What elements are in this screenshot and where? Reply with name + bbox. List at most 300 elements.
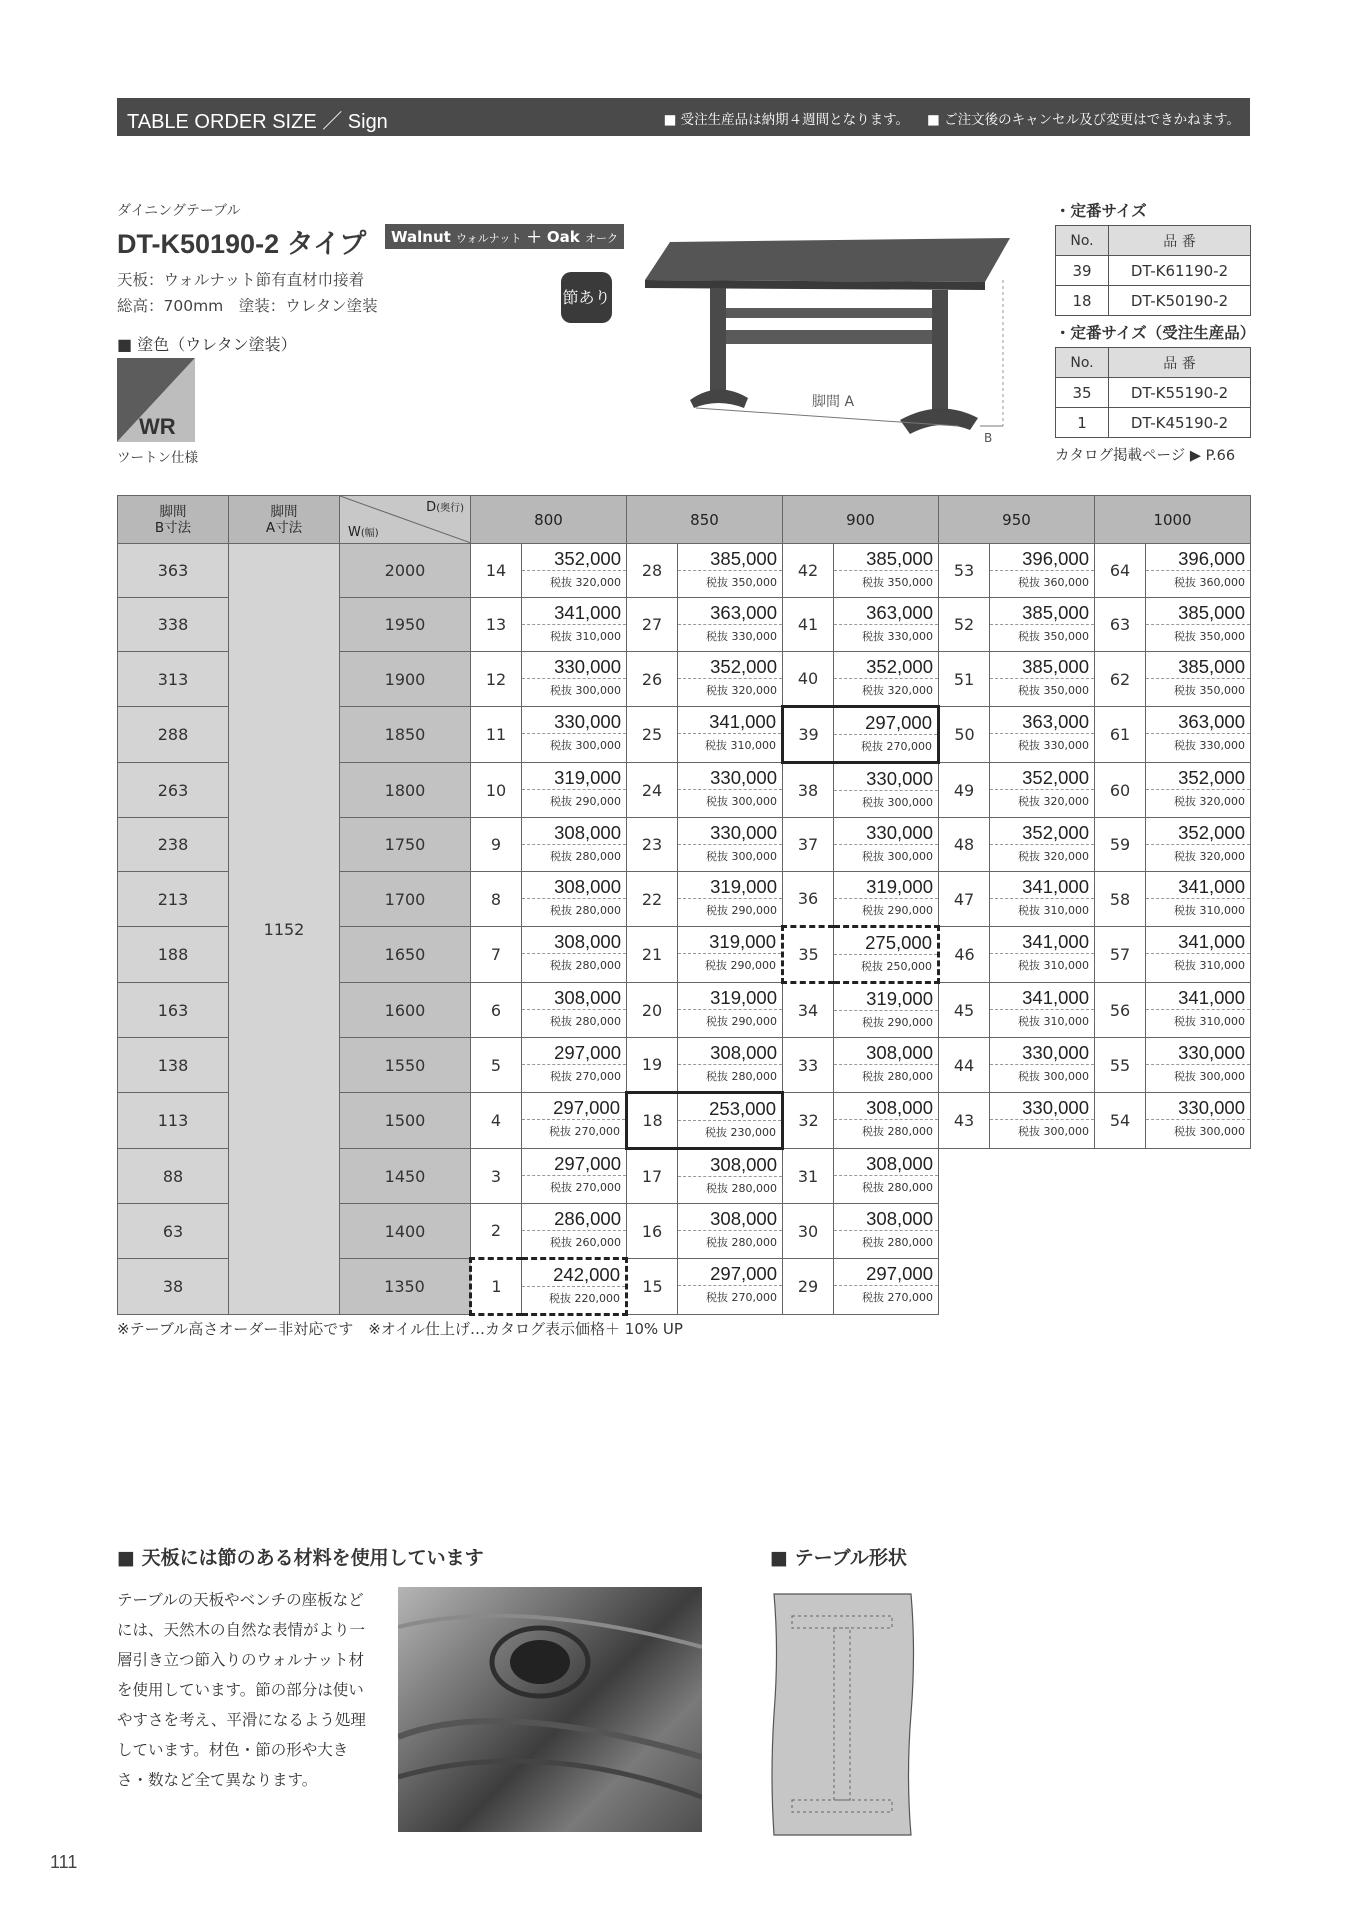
tax-excluded-value: 280,000 — [575, 1015, 621, 1028]
price-incl-tax: 330,000 — [710, 767, 777, 788]
price-excl-tax — [522, 678, 626, 699]
tax-excluded-value: 280,000 — [887, 1125, 933, 1138]
price-cell — [522, 927, 627, 983]
tax-prefix: 税抜 — [1018, 850, 1040, 863]
tax-excluded-value: 280,000 — [731, 1236, 777, 1249]
tax-excluded-value: 280,000 — [887, 1181, 933, 1194]
width-value: 1850 — [340, 707, 471, 763]
price-excl-tax — [834, 954, 937, 975]
tax-prefix: 税抜 — [706, 1015, 728, 1028]
price-incl-tax: 275,000 — [865, 932, 932, 953]
price-incl-tax: 363,000 — [1178, 711, 1245, 732]
header-leg-b — [118, 496, 229, 544]
leg-b-value: 263 — [118, 763, 229, 818]
size-number: 5 — [471, 1038, 522, 1093]
price-excl-tax — [834, 678, 938, 699]
size-number: 51 — [939, 652, 990, 707]
price-excl-tax — [522, 1175, 626, 1196]
header-width-sub: (幅) — [360, 528, 379, 539]
tax-excluded-value: 270,000 — [575, 1070, 621, 1083]
tax-excluded-value: 320,000 — [1043, 850, 1089, 863]
size-number: 13 — [471, 598, 522, 652]
tax-excluded-value: 290,000 — [731, 904, 777, 917]
catalog-page-ref: カタログ掲載ページ ▶ P.66 — [1055, 448, 1236, 464]
tax-prefix: 税抜 — [550, 1070, 572, 1083]
size-number: 60 — [1095, 763, 1146, 818]
tax-prefix: 税抜 — [706, 795, 728, 808]
tax-prefix: 税抜 — [550, 630, 572, 643]
price-excl-tax — [522, 844, 626, 865]
price-excl-tax — [990, 1119, 1094, 1140]
price-excl-tax — [834, 1230, 938, 1251]
product-category: ダイニングテーブル — [117, 203, 241, 219]
std-header-no: No. — [1056, 226, 1109, 256]
price-excl-tax — [834, 790, 938, 811]
price-incl-tax: 396,000 — [1022, 548, 1089, 569]
price-cell — [522, 1149, 627, 1204]
price-incl-tax: 341,000 — [1178, 987, 1245, 1008]
price-incl-tax: 385,000 — [1022, 656, 1089, 677]
price-incl-tax: 341,000 — [1178, 876, 1245, 897]
size-number: 38 — [783, 763, 834, 818]
width-value: 1550 — [340, 1038, 471, 1093]
width-value: 1800 — [340, 763, 471, 818]
leg-b-value: 213 — [118, 872, 229, 927]
size-number: 64 — [1095, 544, 1146, 598]
price-incl-tax: 385,000 — [1022, 602, 1089, 623]
price-cell — [1146, 652, 1251, 707]
price-cell — [678, 763, 783, 818]
leg-b-value: 338 — [118, 598, 229, 652]
price-excl-tax — [834, 1175, 938, 1196]
width-value: 1400 — [340, 1204, 471, 1259]
price-excl-tax — [522, 1119, 625, 1140]
shape-section-heading: ■ テーブル形状 — [770, 1543, 907, 1570]
leg-a-value: 1152 — [229, 544, 340, 1315]
tax-prefix: 税抜 — [550, 1236, 572, 1249]
tax-prefix: 税抜 — [1018, 739, 1040, 752]
price-incl-tax: 308,000 — [710, 1042, 777, 1063]
leg-b-value: 238 — [118, 818, 229, 872]
tax-excluded-value: 350,000 — [1043, 684, 1089, 697]
price-cell — [678, 818, 783, 872]
price-cell — [1146, 1038, 1251, 1093]
price-incl-tax: 352,000 — [1022, 822, 1089, 843]
size-number: 41 — [783, 598, 834, 652]
size-number: 30 — [783, 1204, 834, 1259]
leg-b-value: 113 — [118, 1093, 229, 1149]
tax-excluded-value: 310,000 — [730, 739, 776, 752]
price-excl-tax — [834, 1010, 938, 1031]
price-cell — [1146, 544, 1251, 598]
price-cell — [522, 652, 627, 707]
price-cell — [1146, 872, 1251, 927]
order-sizes-table — [1055, 347, 1251, 438]
price-incl-tax: 319,000 — [710, 987, 777, 1008]
header-depth-label: D — [426, 500, 437, 515]
tax-prefix: 税抜 — [862, 1070, 884, 1083]
price-cell — [834, 544, 939, 598]
size-number: 17 — [627, 1149, 678, 1204]
color-swatch-wr — [117, 358, 195, 442]
price-incl-tax: 385,000 — [866, 548, 933, 569]
tax-excluded-value: 280,000 — [575, 959, 621, 972]
price-cell — [834, 1149, 939, 1204]
spec-top: 天板：ウォルナット節有直材巾接着 — [117, 271, 365, 289]
price-cell — [1146, 707, 1251, 763]
knot-section-description: テーブルの天板やベンチの座板などには、天然木の自然な表情がより一層引き立つ節入りのウォルナット材を使用しています。節の部分は使いやすさを考え、平滑になるよう処理しています。材色・節の形や大きさ・数など全て異なります。 — [117, 1591, 366, 1789]
size-number: 28 — [627, 544, 678, 598]
tax-prefix: 税抜 — [550, 1015, 572, 1028]
tax-excluded-value: 280,000 — [887, 1070, 933, 1083]
price-cell — [990, 983, 1095, 1038]
size-number: 36 — [783, 872, 834, 927]
tax-excluded-value: 300,000 — [575, 684, 621, 697]
price-incl-tax: 308,000 — [710, 1208, 777, 1229]
price-cell — [678, 1149, 783, 1204]
price-excl-tax — [834, 734, 937, 755]
tax-prefix: 税抜 — [1174, 1070, 1196, 1083]
tax-excluded-value: 280,000 — [731, 1070, 777, 1083]
ord-row-code: DT-K45190-2 — [1109, 408, 1251, 438]
price-cell — [990, 872, 1095, 927]
price-excl-tax — [678, 1176, 782, 1197]
price-excl-tax — [1146, 678, 1250, 699]
price-cell — [522, 1093, 627, 1149]
price-excl-tax — [678, 733, 781, 754]
price-cell — [834, 983, 939, 1038]
size-number: 24 — [627, 763, 678, 818]
header-depth — [426, 499, 464, 515]
tax-excluded-value: 250,000 — [886, 960, 932, 973]
leg-b-label: B — [984, 431, 993, 445]
tax-prefix: 税抜 — [1018, 1125, 1040, 1138]
size-number: 27 — [627, 598, 678, 652]
price-excl-tax — [1146, 1009, 1250, 1030]
tax-excluded-value: 310,000 — [1043, 904, 1089, 917]
price-excl-tax — [678, 844, 782, 865]
tax-prefix: 税抜 — [550, 904, 572, 917]
tax-prefix: 税抜 — [1018, 904, 1040, 917]
tax-prefix: 税抜 — [706, 576, 728, 589]
price-incl-tax: 308,000 — [866, 1208, 933, 1229]
header-leg-a-text: 脚間 A寸法 — [265, 503, 303, 536]
tax-prefix: 税抜 — [862, 1181, 884, 1194]
wood-main: Walnut — [391, 228, 451, 246]
price-excl-tax — [1146, 733, 1250, 754]
price-incl-tax: 330,000 — [1022, 1097, 1089, 1118]
price-cell — [1146, 1093, 1251, 1149]
width-value: 1650 — [340, 927, 471, 983]
price-excl-tax — [522, 624, 626, 645]
std-row-code: DT-K61190-2 — [1109, 256, 1251, 286]
price-incl-tax: 385,000 — [710, 548, 777, 569]
tax-excluded-value: 310,000 — [575, 630, 621, 643]
tax-prefix: 税抜 — [861, 740, 883, 753]
size-number: 26 — [627, 652, 678, 707]
price-incl-tax: 385,000 — [1178, 602, 1245, 623]
width-value: 1900 — [340, 652, 471, 707]
price-excl-tax — [990, 624, 1094, 645]
tax-prefix: 税抜 — [1174, 684, 1196, 697]
wood-sub: Oak — [546, 228, 580, 246]
price-incl-tax: 352,000 — [554, 548, 621, 569]
price-cell — [990, 544, 1095, 598]
width-value: 1350 — [340, 1259, 471, 1315]
price-incl-tax: 385,000 — [1178, 656, 1245, 677]
size-number: 22 — [627, 872, 678, 927]
tax-prefix: 税抜 — [549, 1292, 571, 1305]
leg-b-value: 188 — [118, 927, 229, 983]
price-cell — [678, 872, 783, 927]
size-number: 3 — [471, 1149, 522, 1204]
tax-prefix: 税抜 — [550, 684, 572, 697]
tax-prefix: 税抜 — [549, 1125, 571, 1138]
price-incl-tax: 242,000 — [553, 1264, 620, 1285]
size-number: 52 — [939, 598, 990, 652]
price-excl-tax — [522, 953, 626, 974]
price-excl-tax — [1146, 789, 1250, 810]
size-number: 20 — [627, 983, 678, 1038]
header-leg-a — [229, 496, 340, 544]
tax-excluded-value: 330,000 — [1199, 739, 1245, 752]
tax-excluded-value: 320,000 — [1043, 795, 1089, 808]
header-leg-b-text: 脚間 B寸法 — [154, 503, 192, 536]
tax-prefix: 税抜 — [862, 576, 884, 589]
leg-a-label: 脚間 A — [812, 394, 855, 410]
price-incl-tax: 341,000 — [709, 711, 776, 732]
header-width-label: W — [348, 525, 361, 540]
price-cell — [834, 818, 939, 872]
tax-excluded-value: 350,000 — [731, 576, 777, 589]
tax-excluded-value: 320,000 — [575, 576, 621, 589]
price-cell — [678, 544, 783, 598]
price-incl-tax: 330,000 — [710, 822, 777, 843]
tax-excluded-value: 310,000 — [1199, 1015, 1245, 1028]
price-excl-tax — [1146, 898, 1250, 919]
price-cell — [678, 707, 783, 763]
tax-prefix: 税抜 — [862, 684, 884, 697]
size-number: 8 — [471, 872, 522, 927]
std-row-code: DT-K50190-2 — [1109, 286, 1251, 316]
wood-grain-graphic — [398, 1587, 702, 1832]
tax-excluded-value: 310,000 — [1043, 1015, 1089, 1028]
tax-prefix: 税抜 — [1018, 959, 1040, 972]
tax-prefix: 税抜 — [706, 630, 728, 643]
header-note-delivery: ■ 受注生産品は納期４週間となります。 — [663, 112, 910, 128]
empty-cell — [1095, 1149, 1251, 1204]
price-cell — [990, 1038, 1095, 1093]
header-depth-900: 900 — [783, 496, 939, 544]
price-cell — [834, 872, 939, 927]
ord-row-no: 1 — [1056, 408, 1109, 438]
price-incl-tax: 341,000 — [1022, 876, 1089, 897]
tax-excluded-value: 360,000 — [1043, 576, 1089, 589]
price-excl-tax — [990, 733, 1094, 754]
size-number: 12 — [471, 652, 522, 707]
tax-excluded-value: 260,000 — [575, 1236, 621, 1249]
width-value: 1700 — [340, 872, 471, 927]
tax-prefix: 税抜 — [550, 576, 572, 589]
size-number: 1 — [471, 1259, 522, 1315]
price-excl-tax — [522, 789, 626, 810]
price-excl-tax — [990, 898, 1094, 919]
price-cell — [834, 1259, 939, 1315]
price-table — [117, 495, 1251, 1316]
tax-prefix: 税抜 — [1174, 576, 1196, 589]
price-incl-tax: 341,000 — [1022, 931, 1089, 952]
price-incl-tax: 330,000 — [1178, 1097, 1245, 1118]
size-number: 23 — [627, 818, 678, 872]
wood-plus: ＋ — [526, 228, 542, 246]
size-number: 61 — [1095, 707, 1146, 763]
ord-row-code: DT-K55190-2 — [1109, 378, 1251, 408]
price-cell — [522, 544, 627, 598]
tax-prefix: 税抜 — [1018, 630, 1040, 643]
price-excl-tax — [834, 1285, 938, 1306]
tax-prefix: 税抜 — [862, 630, 884, 643]
width-value: 1950 — [340, 598, 471, 652]
price-incl-tax: 319,000 — [710, 876, 777, 897]
leg-b-value: 38 — [118, 1259, 229, 1315]
price-incl-tax: 308,000 — [866, 1153, 933, 1174]
tax-excluded-value: 300,000 — [731, 850, 777, 863]
price-cell — [834, 927, 939, 983]
price-table-body — [118, 544, 1251, 1315]
price-excl-tax — [522, 1286, 625, 1307]
size-number: 48 — [939, 818, 990, 872]
width-value: 1450 — [340, 1149, 471, 1204]
tax-prefix: 税抜 — [1174, 630, 1196, 643]
price-cell — [1146, 598, 1251, 652]
price-cell — [678, 1204, 783, 1259]
price-cell — [834, 1038, 939, 1093]
price-cell — [522, 1259, 627, 1315]
tax-excluded-value: 290,000 — [887, 904, 933, 917]
price-excl-tax — [1146, 1064, 1250, 1085]
tax-excluded-value: 300,000 — [887, 796, 933, 809]
price-excl-tax — [834, 1064, 938, 1085]
tax-excluded-value: 280,000 — [731, 1182, 777, 1195]
price-excl-tax — [678, 1009, 782, 1030]
price-incl-tax: 352,000 — [1178, 767, 1245, 788]
tax-prefix: 税抜 — [862, 1016, 884, 1029]
size-number: 6 — [471, 983, 522, 1038]
price-incl-tax: 363,000 — [1022, 711, 1089, 732]
size-number: 50 — [939, 707, 990, 763]
header-depth-850: 850 — [627, 496, 783, 544]
tax-excluded-value: 320,000 — [1199, 850, 1245, 863]
price-excl-tax — [678, 624, 782, 645]
tax-excluded-value: 330,000 — [731, 630, 777, 643]
tax-prefix: 税抜 — [1174, 1125, 1196, 1138]
empty-cell — [939, 1149, 1095, 1204]
price-cell — [1146, 927, 1251, 983]
tax-prefix: 税抜 — [706, 1291, 728, 1304]
ord-header-code: 品 番 — [1109, 348, 1251, 378]
tax-excluded-value: 350,000 — [1199, 684, 1245, 697]
size-number: 47 — [939, 872, 990, 927]
size-number: 15 — [627, 1259, 678, 1315]
size-number: 31 — [783, 1149, 834, 1204]
price-incl-tax: 297,000 — [554, 1042, 621, 1063]
price-cell — [834, 1093, 939, 1149]
size-number: 33 — [783, 1038, 834, 1093]
price-incl-tax: 341,000 — [1178, 931, 1245, 952]
header-depth-sub: (奥行) — [436, 503, 464, 514]
price-incl-tax: 352,000 — [710, 656, 777, 677]
product-name: DT-K50190-2 タイプ — [117, 229, 367, 259]
header-width — [348, 524, 379, 540]
price-incl-tax: 330,000 — [866, 822, 933, 843]
price-cell — [678, 598, 783, 652]
tax-prefix: 税抜 — [705, 959, 727, 972]
size-number: 53 — [939, 544, 990, 598]
tax-excluded-value: 320,000 — [1199, 795, 1245, 808]
price-cell — [1146, 983, 1251, 1038]
size-number: 59 — [1095, 818, 1146, 872]
price-excl-tax — [522, 1064, 626, 1085]
tax-excluded-value: 270,000 — [731, 1291, 777, 1304]
size-number: 56 — [1095, 983, 1146, 1038]
price-excl-tax — [834, 1119, 938, 1140]
tax-prefix: 税抜 — [1018, 684, 1040, 697]
tax-excluded-value: 270,000 — [886, 740, 932, 753]
size-number: 57 — [1095, 927, 1146, 983]
price-incl-tax: 330,000 — [554, 711, 621, 732]
price-excl-tax — [1146, 570, 1250, 591]
price-incl-tax: 308,000 — [554, 876, 621, 897]
knot-section-heading: ■ 天板には節のある材料を使用しています — [117, 1543, 484, 1570]
tax-prefix: 税抜 — [706, 850, 728, 863]
price-excl-tax — [522, 898, 626, 919]
price-incl-tax: 363,000 — [866, 602, 933, 623]
leg-b-value: 363 — [118, 544, 229, 598]
price-cell — [990, 652, 1095, 707]
size-number: 4 — [471, 1093, 522, 1149]
price-excl-tax — [1146, 624, 1250, 645]
price-incl-tax: 352,000 — [1022, 767, 1089, 788]
tax-excluded-value: 350,000 — [887, 576, 933, 589]
tax-excluded-value: 300,000 — [731, 795, 777, 808]
size-number: 34 — [783, 983, 834, 1038]
empty-cell — [1095, 1204, 1251, 1259]
tax-excluded-value: 280,000 — [575, 904, 621, 917]
price-excl-tax — [1146, 1119, 1250, 1140]
width-value: 1600 — [340, 983, 471, 1038]
header-note-cancel: ■ ご注文後のキャンセル及び変更はできかねます。 — [927, 112, 1240, 128]
price-excl-tax — [834, 898, 938, 919]
tax-prefix: 税抜 — [1018, 795, 1040, 808]
size-number: 9 — [471, 818, 522, 872]
tax-prefix: 税抜 — [1174, 795, 1196, 808]
price-incl-tax: 297,000 — [866, 1263, 933, 1284]
tax-prefix: 税抜 — [1174, 1015, 1196, 1028]
tax-excluded-value: 220,000 — [574, 1292, 620, 1305]
tax-excluded-value: 280,000 — [887, 1236, 933, 1249]
tax-excluded-value: 310,000 — [1199, 904, 1245, 917]
price-excl-tax — [522, 1009, 626, 1030]
tax-prefix: 税抜 — [862, 1236, 884, 1249]
header-depth-950: 950 — [939, 496, 1095, 544]
price-excl-tax — [678, 1064, 782, 1085]
tax-excluded-value: 300,000 — [1199, 1070, 1245, 1083]
size-number: 25 — [627, 707, 678, 763]
price-incl-tax: 330,000 — [866, 768, 933, 789]
tax-excluded-value: 280,000 — [575, 850, 621, 863]
empty-cell — [939, 1259, 1095, 1315]
tax-excluded-value: 270,000 — [574, 1125, 620, 1138]
